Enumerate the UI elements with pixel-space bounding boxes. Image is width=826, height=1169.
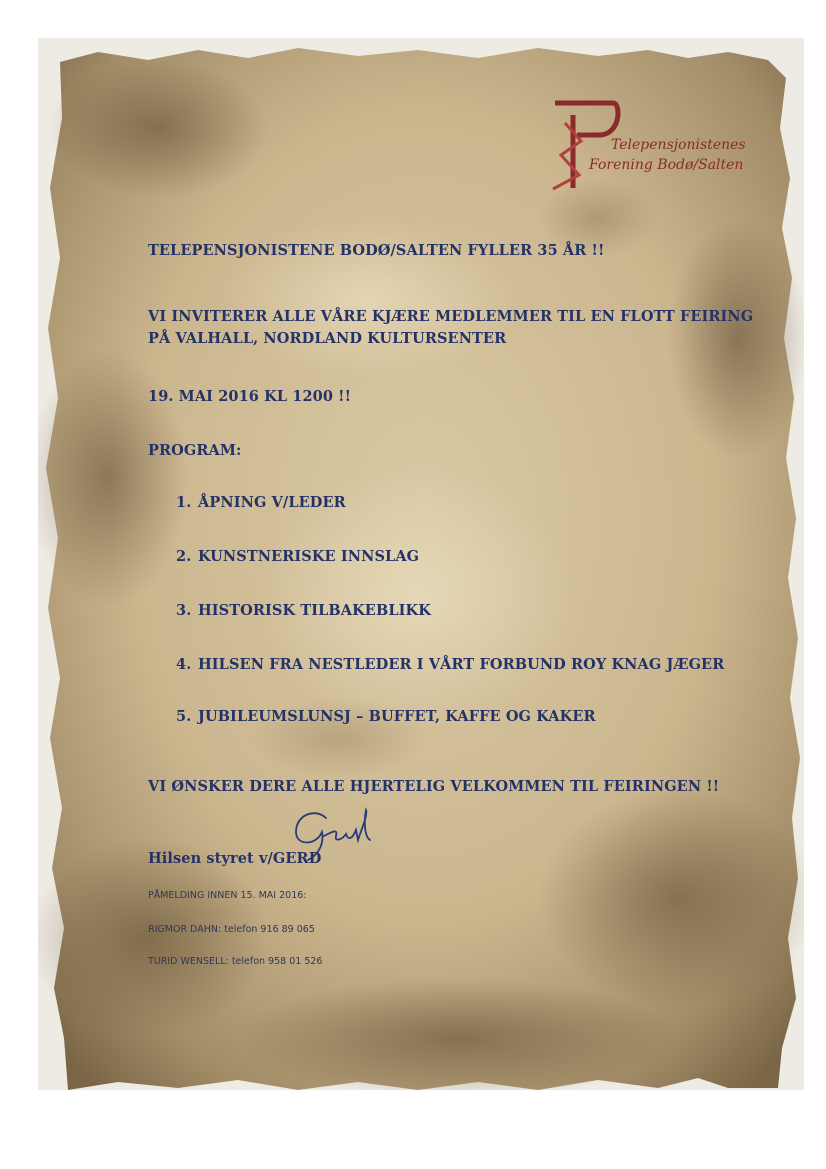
- greeting: Hilsen styret v/GERD: [148, 850, 322, 867]
- program-item: [176, 708, 596, 725]
- program-item: [176, 494, 346, 511]
- program-label: PROGRAM:: [148, 442, 242, 459]
- program-item-number: 1.: [176, 494, 192, 511]
- program-item-text: JUBILEUMSLUNSJ – BUFFET, KAFFE OG KAKER: [198, 708, 596, 725]
- welcome-message: VI ØNSKER DERE ALLE HJERTELIG VELKOMMEN TIL FEIRINGEN !!: [148, 778, 720, 795]
- scanned-document: [38, 38, 804, 1090]
- program-item-number: 5.: [176, 708, 192, 725]
- registration-deadline: PÅMELDING INNEN 15. MAI 2016:: [148, 890, 307, 901]
- program-item: [176, 602, 431, 619]
- program-item-text: HISTORISK TILBAKEBLIKK: [198, 602, 431, 619]
- event-date: 19. MAI 2016 KL 1200 !!: [148, 388, 352, 405]
- document-heading: TELEPENSJONISTENE BODØ/SALTEN FYLLER 35 ÅR !!: [148, 242, 605, 259]
- logo-text-line2: Forening Bodø/Salten: [589, 157, 744, 173]
- contact-turid: TURID WENSELL: telefon 958 01 526: [148, 956, 323, 967]
- program-item-number: 2.: [176, 548, 192, 565]
- contact-rigmor: RIGMOR DAHN: telefon 916 89 065: [148, 924, 315, 935]
- association-logo: [543, 93, 763, 203]
- program-item: [176, 548, 419, 565]
- program-item-number: 4.: [176, 656, 192, 673]
- program-item: [176, 656, 724, 673]
- program-item-number: 3.: [176, 602, 192, 619]
- program-item-text: HILSEN FRA NESTLEDER I VÅRT FORBUND ROY KNAG JÆGER: [198, 656, 725, 673]
- invitation-line2: PÅ VALHALL, NORDLAND KULTURSENTER: [148, 330, 507, 347]
- program-item-text: KUNSTNERISKE INNSLAG: [198, 548, 420, 565]
- invitation-line1: VI INVITERER ALLE VÅRE KJÆRE MEDLEMMER TIL EN FLOTT FEIRING: [148, 308, 754, 325]
- program-item-text: ÅPNING V/LEDER: [198, 494, 346, 511]
- logo-text-line1: Telepensjonistenes: [611, 137, 746, 153]
